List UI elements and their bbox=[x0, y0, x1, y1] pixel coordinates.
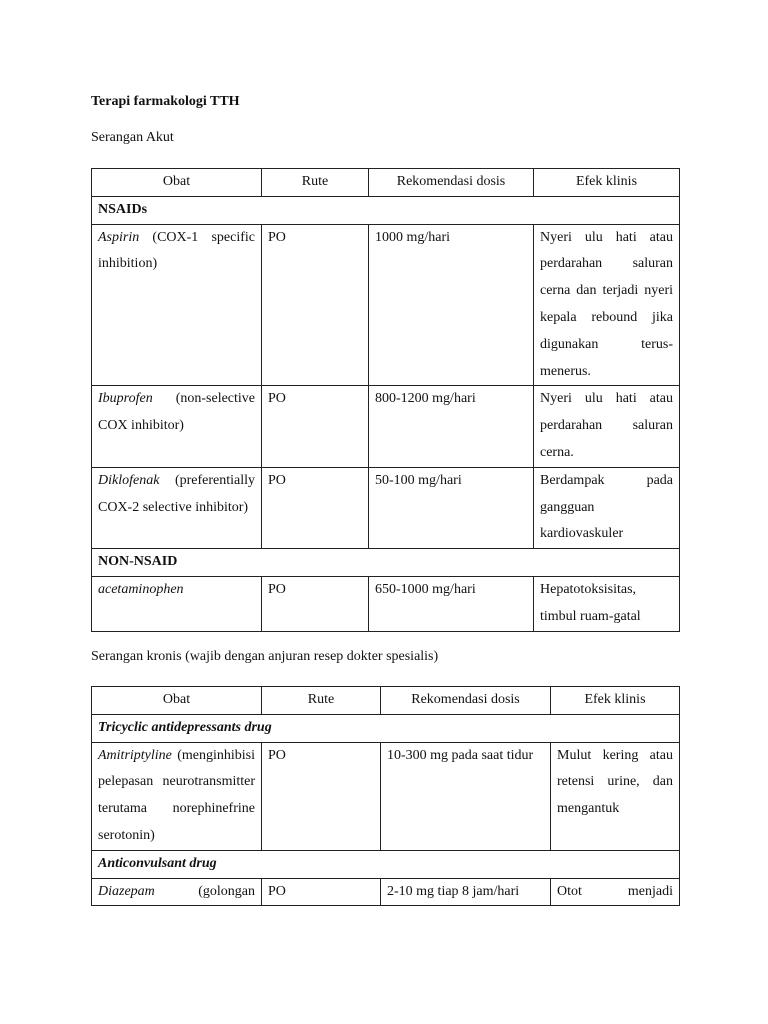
dose-cell: 10-300 mg pada saat tidur bbox=[381, 742, 551, 850]
table-row bbox=[92, 576, 680, 631]
group-row bbox=[92, 549, 680, 577]
chronic-therapy-table bbox=[91, 686, 680, 906]
col-header-route: Rute bbox=[262, 687, 381, 715]
group-label-anticonvulsant: Anticonvulsant drug bbox=[92, 850, 680, 878]
effect-cell: Otot menjadi bbox=[551, 878, 680, 906]
route-cell: PO bbox=[262, 224, 369, 386]
col-header-dose: Rekomendasi dosis bbox=[369, 169, 534, 197]
effect-cell: Mulut kering atau retensi urine, dan mengantuk bbox=[551, 742, 680, 850]
drug-name: Aspirin bbox=[98, 229, 140, 245]
route-cell: PO bbox=[262, 386, 369, 467]
drug-name: Ibuprofen bbox=[98, 391, 153, 407]
table-row bbox=[92, 224, 680, 386]
route-cell: PO bbox=[262, 878, 381, 906]
col-header-drug: Obat bbox=[92, 169, 262, 197]
group-label-non-nsaid: NON-NSAID bbox=[92, 549, 680, 577]
chronic-subtitle: Serangan kronis (wajib dengan anjuran resep dokter spesialis) bbox=[91, 649, 439, 664]
route-cell: PO bbox=[262, 467, 369, 548]
drug-cell bbox=[92, 467, 262, 548]
drug-cell bbox=[92, 224, 262, 386]
drug-name: Amitriptyline bbox=[98, 747, 172, 763]
effect-cell: Berdampak pada gangguan kardiovaskuler bbox=[534, 467, 680, 548]
drug-cell bbox=[92, 386, 262, 467]
drug-cell bbox=[92, 742, 262, 850]
col-header-effect: Efek klinis bbox=[534, 169, 680, 197]
group-row bbox=[92, 196, 680, 224]
table-row bbox=[92, 386, 680, 467]
table-row bbox=[92, 742, 680, 850]
acute-subtitle: Serangan Akut bbox=[91, 130, 174, 145]
group-row bbox=[92, 850, 680, 878]
col-header-dose: Rekomendasi dosis bbox=[381, 687, 551, 715]
drug-cell bbox=[92, 878, 262, 906]
col-header-drug: Obat bbox=[92, 687, 262, 715]
col-header-route: Rute bbox=[262, 169, 369, 197]
col-header-effect: Efek klinis bbox=[551, 687, 680, 715]
dose-cell: 50-100 mg/hari bbox=[369, 467, 534, 548]
page-title: Terapi farmakologi TTH bbox=[91, 94, 240, 109]
group-row bbox=[92, 714, 680, 742]
drug-cell bbox=[92, 576, 262, 631]
acute-therapy-table bbox=[91, 168, 680, 632]
drug-desc: (menginhibisi pelepasan neurotransmitter terutama norephinefrine serotonin) bbox=[98, 747, 255, 843]
drug-name: acetaminophen bbox=[98, 581, 184, 597]
dose-cell: 2-10 mg tiap 8 jam/hari bbox=[381, 878, 551, 906]
group-label-nsaids: NSAIDs bbox=[92, 196, 680, 224]
dose-cell: 800-1200 mg/hari bbox=[369, 386, 534, 467]
effect-cell: Nyeri ulu hati atau perdarahan saluran cerna dan terjadi nyeri kepala rebound jika digunakan terus-menerus. bbox=[534, 224, 680, 386]
effect-cell: Nyeri ulu hati atau perdarahan saluran cerna. bbox=[534, 386, 680, 467]
group-label-tricyclic: Tricyclic antidepressants drug bbox=[92, 714, 680, 742]
dose-cell: 1000 mg/hari bbox=[369, 224, 534, 386]
drug-desc: (golongan bbox=[154, 883, 255, 899]
dose-cell: 650-1000 mg/hari bbox=[369, 576, 534, 631]
table-row bbox=[92, 467, 680, 548]
drug-desc: (preferentially COX-2 selective inhibitor) bbox=[98, 472, 255, 515]
table-header-row bbox=[92, 687, 680, 715]
table-header-row bbox=[92, 169, 680, 197]
table-row bbox=[92, 878, 680, 906]
drug-desc: (COX-1 specific inhibition) bbox=[98, 229, 255, 272]
route-cell: PO bbox=[262, 576, 369, 631]
drug-desc: (non-selective COX inhibitor) bbox=[98, 391, 255, 434]
route-cell: PO bbox=[262, 742, 381, 850]
effect-cell: Hepatotoksisitas, timbul ruam-gatal bbox=[534, 576, 680, 631]
drug-name: Diklofenak bbox=[98, 472, 160, 488]
drug-name: Diazepam bbox=[98, 883, 155, 899]
